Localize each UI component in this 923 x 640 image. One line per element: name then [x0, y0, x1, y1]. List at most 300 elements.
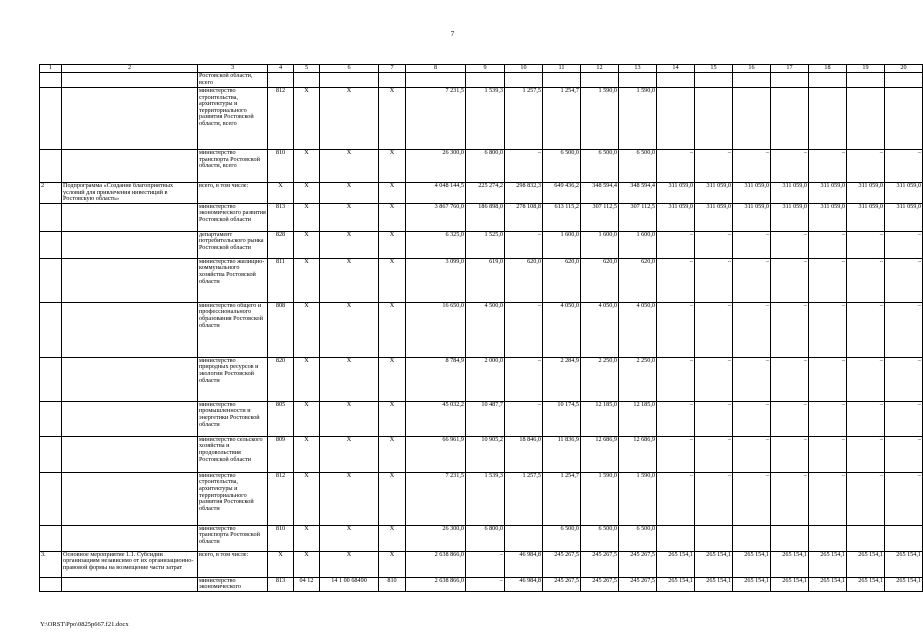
table-row [40, 525, 923, 551]
cell-col-5 [294, 73, 320, 88]
cell-col-1 [40, 231, 62, 258]
cell-col-3: министерство жилищно-коммунального хозяйства Ростовской области [198, 258, 268, 302]
cell-col-14: 311 059,0 [657, 203, 695, 231]
cell-col-20: 265 154,1 [885, 551, 923, 577]
cell-col-18: – [809, 472, 847, 525]
cell-col-7: Х [379, 401, 406, 436]
cell-col-8: 16 650,0 [406, 302, 466, 357]
cell-col-19 [847, 88, 885, 150]
cell-col-2 [62, 357, 198, 401]
cell-col-18: – [809, 302, 847, 357]
column-header-16: 16 [733, 65, 771, 73]
cell-col-12: 1 590,0 [581, 472, 619, 525]
cell-col-6: Х [320, 525, 379, 551]
cell-col-2 [62, 577, 198, 591]
cell-col-12: 6 500,0 [581, 150, 619, 183]
cell-col-19: – [847, 231, 885, 258]
budget-table [39, 64, 923, 592]
cell-col-5: Х [294, 88, 320, 150]
cell-col-8: 6 325,0 [406, 231, 466, 258]
cell-col-3: всего, в том числе: [198, 183, 268, 204]
cell-col-5: Х [294, 258, 320, 302]
cell-col-17: – [771, 150, 809, 183]
cell-col-17: – [771, 401, 809, 436]
cell-col-3: министерство транспорта Ростовской области, всего [198, 150, 268, 183]
cell-col-11: 1 254,7 [543, 472, 581, 525]
cell-col-5: Х [294, 551, 320, 577]
cell-col-5: Х [294, 231, 320, 258]
cell-col-11: 649 436,2 [543, 183, 581, 204]
cell-col-4: 828 [268, 231, 294, 258]
cell-col-19: – [847, 302, 885, 357]
cell-col-10: 46 984,8 [505, 577, 543, 591]
cell-col-3: министерство строительства, архитектуры и территориального развития Ростовской области, всего [198, 88, 268, 150]
cell-col-15: 265 154,1 [695, 577, 733, 591]
cell-col-7 [379, 73, 406, 88]
cell-col-17 [771, 88, 809, 150]
table-row [40, 436, 923, 472]
column-header-13: 13 [619, 65, 657, 73]
cell-col-19: 265 154,1 [847, 551, 885, 577]
cell-col-10: 298 832,3 [505, 183, 543, 204]
cell-col-14: – [657, 436, 695, 472]
column-header-5: 5 [294, 65, 320, 73]
cell-col-5: Х [294, 302, 320, 357]
cell-col-14 [657, 73, 695, 88]
cell-col-17 [771, 73, 809, 88]
cell-col-8: 7 231,5 [406, 472, 466, 525]
cell-col-1: 2 [40, 183, 62, 204]
cell-col-9: 6 800,0 [466, 150, 505, 183]
cell-col-7: Х [379, 183, 406, 204]
cell-col-18: – [809, 401, 847, 436]
cell-col-4: 811 [268, 258, 294, 302]
cell-col-16 [733, 88, 771, 150]
cell-col-1 [40, 436, 62, 472]
cell-col-3: Ростовской области, всего [198, 73, 268, 88]
cell-col-13: 4 050,0 [619, 302, 657, 357]
cell-col-5: Х [294, 357, 320, 401]
cell-col-5: Х [294, 203, 320, 231]
cell-col-19: 311 059,0 [847, 183, 885, 204]
cell-col-4: 812 [268, 88, 294, 150]
cell-col-20 [885, 73, 923, 88]
cell-col-2 [62, 472, 198, 525]
cell-col-8: 26 300,0 [406, 150, 466, 183]
cell-col-18: – [809, 150, 847, 183]
cell-col-15: – [695, 472, 733, 525]
cell-col-14: – [657, 357, 695, 401]
cell-col-15: – [695, 150, 733, 183]
table-row [40, 577, 923, 591]
cell-col-20 [885, 88, 923, 150]
cell-col-4 [268, 73, 294, 88]
cell-col-15 [695, 88, 733, 150]
cell-col-15: – [695, 357, 733, 401]
cell-col-2 [62, 88, 198, 150]
cell-col-12: 12 686,9 [581, 436, 619, 472]
cell-col-11: 613 115,2 [543, 203, 581, 231]
cell-col-2 [62, 436, 198, 472]
cell-col-1: 3. [40, 551, 62, 577]
cell-col-1 [40, 302, 62, 357]
cell-col-8: 8 784,9 [406, 357, 466, 401]
cell-col-9: 1 539,3 [466, 88, 505, 150]
cell-col-4: 810 [268, 150, 294, 183]
cell-col-8: 66 961,9 [406, 436, 466, 472]
cell-col-7: Х [379, 203, 406, 231]
cell-col-3: министерство строительства, архитектуры и территориального развития Ростовской области [198, 472, 268, 525]
cell-col-13 [619, 73, 657, 88]
cell-col-19: – [847, 357, 885, 401]
column-header-11: 11 [543, 65, 581, 73]
cell-col-18: 265 154,1 [809, 551, 847, 577]
cell-col-2 [62, 73, 198, 88]
cell-col-18: 311 059,0 [809, 203, 847, 231]
cell-col-10: 278 108,8 [505, 203, 543, 231]
cell-col-4: 809 [268, 436, 294, 472]
cell-col-13: 6 500,0 [619, 150, 657, 183]
cell-col-14: 265 154,1 [657, 551, 695, 577]
cell-col-16: – [733, 302, 771, 357]
cell-col-17: 265 154,1 [771, 551, 809, 577]
table-row [40, 203, 923, 231]
cell-col-4: 810 [268, 525, 294, 551]
cell-col-8: 7 231,5 [406, 88, 466, 150]
cell-col-10: – [505, 302, 543, 357]
cell-col-14: 265 154,1 [657, 577, 695, 591]
cell-col-4: Х [268, 551, 294, 577]
cell-col-1 [40, 88, 62, 150]
cell-col-16 [733, 525, 771, 551]
cell-col-16: 265 154,1 [733, 577, 771, 591]
column-header-14: 14 [657, 65, 695, 73]
cell-col-13: 307 112,5 [619, 203, 657, 231]
cell-col-3: министерство сельского хозяйства и продовольствия Ростовской области [198, 436, 268, 472]
table-row [40, 88, 923, 150]
cell-col-11: 4 050,0 [543, 302, 581, 357]
column-header-2: 2 [62, 65, 198, 73]
cell-col-6: 14 1 00 68490 [320, 577, 379, 591]
cell-col-10 [505, 525, 543, 551]
column-header-7: 7 [379, 65, 406, 73]
cell-col-2 [62, 401, 198, 436]
cell-col-1 [40, 472, 62, 525]
cell-col-13: 12 185,0 [619, 401, 657, 436]
cell-col-2: Подпрограмма «Создание благоприятных условий для привлечения инвестиций в Ростовскую область» [62, 183, 198, 204]
cell-col-9: 225 274,2 [466, 183, 505, 204]
cell-col-1 [40, 577, 62, 591]
cell-col-6: Х [320, 150, 379, 183]
cell-col-14: – [657, 150, 695, 183]
cell-col-5: Х [294, 401, 320, 436]
cell-col-16: 311 059,0 [733, 203, 771, 231]
cell-col-2 [62, 203, 198, 231]
cell-col-11: 10 174,5 [543, 401, 581, 436]
cell-col-1 [40, 357, 62, 401]
cell-col-12: 348 594,4 [581, 183, 619, 204]
cell-col-13: 620,0 [619, 258, 657, 302]
cell-col-12 [581, 73, 619, 88]
cell-col-16: – [733, 150, 771, 183]
file-path-footer: Y:\ORST\Ppo\0825p667.f21.docx [40, 621, 129, 628]
cell-col-3: министерство общего и профессионального образования Ростовской области [198, 302, 268, 357]
cell-col-1 [40, 258, 62, 302]
cell-col-3: министерство экономического развития Ростовской области [198, 203, 268, 231]
table-row [40, 472, 923, 525]
table-row [40, 302, 923, 357]
cell-col-9: 619,0 [466, 258, 505, 302]
column-header-19: 19 [847, 65, 885, 73]
cell-col-13: 1 590,0 [619, 472, 657, 525]
cell-col-20: 311 059,0 [885, 203, 923, 231]
cell-col-19: – [847, 150, 885, 183]
cell-col-12: 4 050,0 [581, 302, 619, 357]
cell-col-14 [657, 88, 695, 150]
cell-col-18 [809, 525, 847, 551]
cell-col-8: 2 638 866,0 [406, 551, 466, 577]
cell-col-11 [543, 73, 581, 88]
cell-col-2 [62, 231, 198, 258]
cell-col-16: – [733, 357, 771, 401]
cell-col-11: 620,0 [543, 258, 581, 302]
cell-col-16 [733, 73, 771, 88]
cell-col-20: – [885, 258, 923, 302]
cell-col-14 [657, 525, 695, 551]
cell-col-20 [885, 525, 923, 551]
cell-col-12: 245 267,5 [581, 577, 619, 591]
cell-col-6 [320, 73, 379, 88]
cell-col-17: – [771, 258, 809, 302]
cell-col-2 [62, 302, 198, 357]
cell-col-8: 3 099,0 [406, 258, 466, 302]
cell-col-3: всего, в том числе: [198, 551, 268, 577]
cell-col-15: 311 059,0 [695, 203, 733, 231]
cell-col-10: 1 257,5 [505, 472, 543, 525]
cell-col-8: 45 032,2 [406, 401, 466, 436]
cell-col-8 [406, 73, 466, 88]
cell-col-9 [466, 73, 505, 88]
cell-col-5: Х [294, 183, 320, 204]
cell-col-9: 4 500,0 [466, 302, 505, 357]
column-header-3: 3 [198, 65, 268, 73]
cell-col-15: – [695, 302, 733, 357]
cell-col-12: 6 500,0 [581, 525, 619, 551]
cell-col-17: 265 154,1 [771, 577, 809, 591]
cell-col-5: 04 12 [294, 577, 320, 591]
cell-col-10: 46 984,8 [505, 551, 543, 577]
table-row [40, 73, 923, 88]
column-header-18: 18 [809, 65, 847, 73]
cell-col-9: 10 487,7 [466, 401, 505, 436]
cell-col-7: Х [379, 472, 406, 525]
cell-col-19: – [847, 258, 885, 302]
cell-col-12: 2 250,0 [581, 357, 619, 401]
cell-col-19: – [847, 472, 885, 525]
cell-col-14: – [657, 472, 695, 525]
column-header-4: 4 [268, 65, 294, 73]
cell-col-13: 1 590,0 [619, 88, 657, 150]
cell-col-5: Х [294, 525, 320, 551]
cell-col-19: – [847, 401, 885, 436]
cell-col-3: министерство природных ресурсов и экологии Ростовской области [198, 357, 268, 401]
cell-col-13: 6 500,0 [619, 525, 657, 551]
cell-col-18: – [809, 436, 847, 472]
cell-col-1 [40, 525, 62, 551]
cell-col-6: Х [320, 258, 379, 302]
cell-col-1 [40, 150, 62, 183]
cell-col-15: 265 154,1 [695, 551, 733, 577]
cell-col-7: 810 [379, 577, 406, 591]
cell-col-11: 245 267,5 [543, 551, 581, 577]
cell-col-11: 11 836,9 [543, 436, 581, 472]
cell-col-13: 2 250,0 [619, 357, 657, 401]
cell-col-11: 1 254,7 [543, 88, 581, 150]
cell-col-20: – [885, 472, 923, 525]
cell-col-12: 245 267,5 [581, 551, 619, 577]
cell-col-6: Х [320, 302, 379, 357]
cell-col-18 [809, 73, 847, 88]
cell-col-3: министерство промышленности и энергетики Ростовской области [198, 401, 268, 436]
cell-col-20: – [885, 150, 923, 183]
cell-col-5: Х [294, 472, 320, 525]
cell-col-8: 2 638 866,0 [406, 577, 466, 591]
cell-col-7: Х [379, 551, 406, 577]
cell-col-14: – [657, 401, 695, 436]
page-number: 7 [450, 30, 455, 38]
cell-col-6: Х [320, 551, 379, 577]
cell-col-5: Х [294, 436, 320, 472]
cell-col-15 [695, 525, 733, 551]
cell-col-13: 1 600,0 [619, 231, 657, 258]
table-row [40, 401, 923, 436]
cell-col-16: 265 154,1 [733, 551, 771, 577]
cell-col-9: 186 898,0 [466, 203, 505, 231]
cell-col-18 [809, 88, 847, 150]
column-header-12: 12 [581, 65, 619, 73]
cell-col-12: 307 112,5 [581, 203, 619, 231]
cell-col-19: 311 059,0 [847, 203, 885, 231]
cell-col-17: – [771, 357, 809, 401]
cell-col-8: 26 300,0 [406, 525, 466, 551]
cell-col-11: 6 500,0 [543, 150, 581, 183]
cell-col-6: Х [320, 183, 379, 204]
cell-col-20: – [885, 357, 923, 401]
cell-col-10: – [505, 401, 543, 436]
cell-col-10: 18 846,0 [505, 436, 543, 472]
column-number-row [40, 65, 923, 73]
column-header-9: 9 [466, 65, 505, 73]
cell-col-10: – [505, 231, 543, 258]
table-row [40, 258, 923, 302]
cell-col-20: – [885, 401, 923, 436]
cell-col-13: 12 686,9 [619, 436, 657, 472]
cell-col-14: – [657, 231, 695, 258]
cell-col-9: 1 539,3 [466, 472, 505, 525]
cell-col-10: – [505, 150, 543, 183]
cell-col-15: – [695, 401, 733, 436]
cell-col-15 [695, 73, 733, 88]
cell-col-9: – [466, 551, 505, 577]
cell-col-6: Х [320, 472, 379, 525]
table-row [40, 551, 923, 577]
cell-col-12: 1 600,0 [581, 231, 619, 258]
cell-col-4: 813 [268, 203, 294, 231]
cell-col-18: – [809, 357, 847, 401]
cell-col-13: 245 267,5 [619, 551, 657, 577]
cell-col-15: – [695, 436, 733, 472]
cell-col-11: 245 267,5 [543, 577, 581, 591]
cell-col-9: – [466, 577, 505, 591]
cell-col-7: Х [379, 436, 406, 472]
cell-col-9: 1 525,0 [466, 231, 505, 258]
cell-col-15: – [695, 258, 733, 302]
cell-col-6: Х [320, 357, 379, 401]
cell-col-15: 311 059,0 [695, 183, 733, 204]
cell-col-13: 348 594,4 [619, 183, 657, 204]
table-row [40, 357, 923, 401]
table-row [40, 183, 923, 204]
column-header-20: 20 [885, 65, 923, 73]
cell-col-9: 10 905,2 [466, 436, 505, 472]
cell-col-10: 1 257,5 [505, 88, 543, 150]
column-header-8: 8 [406, 65, 466, 73]
cell-col-20: – [885, 231, 923, 258]
cell-col-18: – [809, 258, 847, 302]
cell-col-4: 805 [268, 401, 294, 436]
cell-col-17: – [771, 231, 809, 258]
cell-col-16: – [733, 401, 771, 436]
cell-col-4: 813 [268, 577, 294, 591]
cell-col-4: Х [268, 183, 294, 204]
cell-col-17: 311 059,0 [771, 183, 809, 204]
cell-col-14: – [657, 302, 695, 357]
cell-col-7: Х [379, 357, 406, 401]
cell-col-4: 820 [268, 357, 294, 401]
cell-col-2 [62, 150, 198, 183]
cell-col-18: – [809, 231, 847, 258]
cell-col-17: – [771, 472, 809, 525]
cell-col-6: Х [320, 401, 379, 436]
table-row [40, 231, 923, 258]
cell-col-17: – [771, 436, 809, 472]
cell-col-16: – [733, 472, 771, 525]
cell-col-12: 12 185,0 [581, 401, 619, 436]
cell-col-20: – [885, 302, 923, 357]
cell-col-17: 311 059,0 [771, 203, 809, 231]
cell-col-3: департамент потребительского рынка Ростовской области [198, 231, 268, 258]
cell-col-15: – [695, 231, 733, 258]
cell-col-5: Х [294, 150, 320, 183]
cell-col-1 [40, 73, 62, 88]
cell-col-19: 265 154,1 [847, 577, 885, 591]
cell-col-7: Х [379, 88, 406, 150]
cell-col-1 [40, 203, 62, 231]
cell-col-7: Х [379, 258, 406, 302]
cell-col-3: министерство экономического [198, 577, 268, 591]
cell-col-14: 311 059,0 [657, 183, 695, 204]
cell-col-2 [62, 258, 198, 302]
cell-col-8: 4 048 144,5 [406, 183, 466, 204]
cell-col-7: Х [379, 525, 406, 551]
cell-col-19: – [847, 436, 885, 472]
cell-col-7: Х [379, 150, 406, 183]
cell-col-19 [847, 73, 885, 88]
cell-col-1 [40, 401, 62, 436]
cell-col-6: Х [320, 231, 379, 258]
cell-col-17 [771, 525, 809, 551]
cell-col-20: 265 154,1 [885, 577, 923, 591]
